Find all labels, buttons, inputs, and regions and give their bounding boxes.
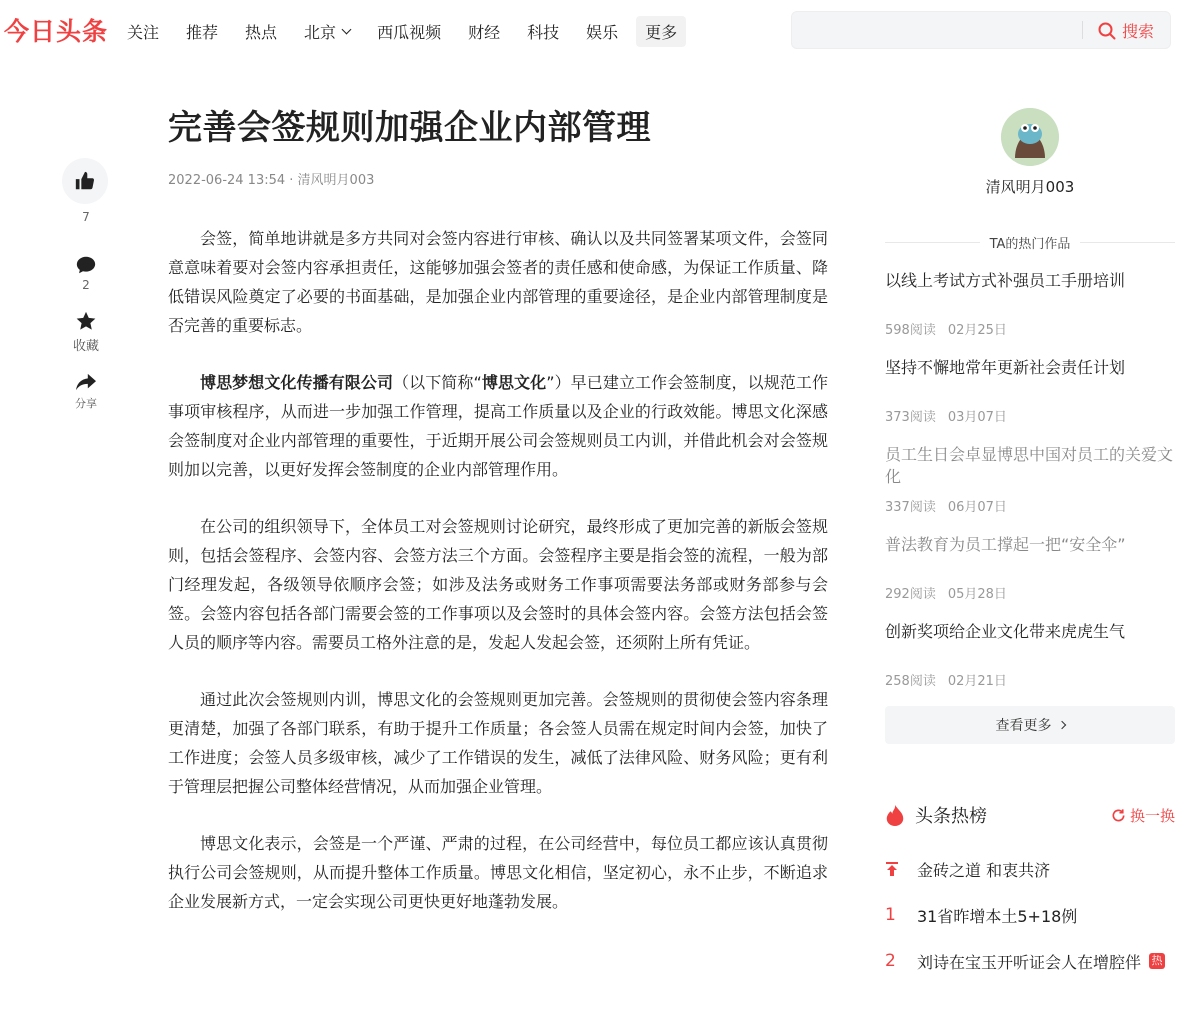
nav-finance[interactable]: 财经 [468,23,501,42]
read-count: 373阅读 [885,410,936,425]
hot-work-stats [885,670,1175,689]
search-input[interactable] [802,19,1076,43]
hot-badge: 热 [1149,953,1165,969]
sidebar [885,108,1175,984]
list-item[interactable] [885,892,1175,938]
nav-city-label: 北京 [304,23,337,42]
list-item[interactable] [885,357,1175,425]
top-bar [0,0,1200,62]
read-count: 258阅读 [885,674,936,689]
hot-work-title: 以线上考试方式补强员工手册培训 [885,271,1126,290]
nav-xigua-video[interactable]: 西瓜视频 [377,23,442,42]
site-logo[interactable]: 今日头条 [4,17,109,46]
divider [1080,242,1175,243]
hot-work-title: 创新奖项给企业文化带来虎虎生气 [885,622,1126,641]
share-arrow-icon [75,372,97,392]
thumbs-up-icon [74,170,96,192]
article-paragraph [168,368,828,484]
hot-work-stats [885,583,1175,602]
see-more-button[interactable] [885,706,1175,744]
paragraph-text: ”）早已建立工作会签制度，以规范工作事项审核程序，从而进一步加强工作管理，提高工作质量以及企业的行政效能。博思文化深感会签制度对企业内部管理的重要性，于近期开展公司会签规则员工内训，并借此机会对会签规则加以完善，以更好发挥会签制度的企业内部管理作用。 [168,373,828,479]
hot-work-stats [885,406,1175,425]
share-button[interactable] [62,372,110,411]
refresh-icon [1111,808,1126,823]
chevron-right-icon [1057,721,1065,729]
trending-list [885,846,1175,984]
publish-date: 02月25日 [947,323,1007,338]
hot-works-list [885,270,1175,689]
main-nav [118,16,695,47]
hot-work-title: 员工生日会卓显博思中国对员工的关爱文化 [885,445,1174,486]
article-meta: 2022-06-24 13:54 · 清风明月003 [168,173,375,188]
hot-works-heading-label: TA的热门作品 [989,237,1071,252]
comment-count: 2 [82,278,90,292]
article-action-rail [62,158,110,411]
comment-button[interactable] [62,254,110,276]
search-button-label: 搜索 [1122,22,1155,41]
hot-work-stats [885,496,1175,515]
trending-rank: 1 [885,905,896,925]
list-item[interactable] [885,270,1175,338]
chevron-down-icon [342,25,352,35]
like-count: 7 [82,210,90,224]
publish-date: 03月07日 [947,410,1007,425]
company-short-name: 博思文化 [481,373,547,392]
read-count: 292阅读 [885,587,936,602]
list-item[interactable] [885,444,1175,515]
hot-work-title: 普法教育为员工撑起一把“安全伞” [885,535,1126,554]
article-paragraph: 在公司的组织领导下，全体员工对会签规则讨论研究，最终形成了更加完善的新版会签规则，包括会签程序、会签内容、会签方法三个方面。会签程序主要是指会签的流程，一般为部门经理发起，各级领导依顺序会签；如涉及法务或财务工作事项需要法务部或财务部参与会签。会签内容包括各部门需要会签的工作事项以及会签时的具体会签内容。会签方法包括会签人员的顺序等内容。需要员工格外注意的是，发起人发起会签，还须附上所有凭证。 [168,517,828,652]
flame-icon [885,804,905,826]
search-box [791,11,1171,49]
refresh-button[interactable] [1111,805,1175,826]
article-paragraph: 会签，简单地讲就是多方共同对会签内容进行审核、确认以及共同签署某项文件，会签同意意味着要对会签内容承担责任，这能够加强会签者的责任感和使命感，为保证工作质量、降低错误风险奠定了必要的书面基础，是加强企业内部管理的重要途径，是企业内部管理制度是否完善的重要标志。 [168,229,828,335]
article-title: 完善会签规则加强企业内部管理 [168,108,651,148]
trending-text: 金砖之道 和衷共济 [917,860,1051,880]
see-more-label: 查看更多 [995,718,1052,734]
hot-work-stats [885,319,1175,338]
divider [885,242,980,243]
avatar[interactable] [1001,108,1059,166]
search-divider [1082,21,1083,39]
comment-bubble-icon [75,254,97,276]
author-avatar-icon [1001,108,1059,166]
hot-work-title: 坚持不懈地常年更新社会责任计划 [885,358,1126,377]
publish-date: 02月21日 [947,674,1007,689]
like-button[interactable] [62,158,108,204]
nav-follow[interactable]: 关注 [127,23,160,42]
trending-text: 刘诗在宝玉开听证会人在增腔伴 [917,952,1142,972]
share-label: 分享 [75,397,97,410]
read-count: 337阅读 [885,500,936,515]
article-paragraph: 通过此次会签规则内训，博思文化的会签规则更加完善。会签规则的贯彻使会签内容条理更清楚，加强了各部门联系，有助于提升工作质量；各会签人员需在规定时间内会签，加快了工作进度；会签人员多级审核，减少了工作错误的发生，减低了法律风险、财务风险；更有利于管理层把握公司整体经营情况，从而加强企业管理。 [168,690,828,796]
article-paragraph: 博思文化表示，会签是一个严谨、严肃的过程，在公司经营中，每位员工都应该认真贯彻执行公司会签规则，从而提升整体工作质量。博思文化相信，坚定初心，永不止步，不断追求企业发展新方式，一定会实现公司更快更好地蓬勃发展。 [168,834,828,911]
list-item[interactable] [885,846,1175,892]
author-name[interactable]: 清风明月003 [985,178,1075,196]
publish-date: 05月28日 [947,587,1007,602]
read-count: 598阅读 [885,323,936,338]
nav-tech[interactable]: 科技 [527,23,560,42]
article [168,102,828,944]
company-name: 博思梦想文化传播有限公司 [200,373,394,392]
nav-hot[interactable]: 热点 [245,23,278,42]
nav-city-dropdown[interactable] [295,16,359,47]
nav-entertainment[interactable]: 娱乐 [586,23,619,42]
nav-recommend[interactable]: 推荐 [186,23,219,42]
hot-works-heading [885,233,1175,252]
list-item[interactable] [885,938,1175,984]
pinned-icon [885,861,917,877]
favorite-button[interactable] [62,310,110,354]
list-item[interactable] [885,534,1175,602]
refresh-label: 换一换 [1129,806,1175,825]
paragraph-text: （以下简称“ [393,373,482,392]
trending-text: 31省昨增本土5+18例 [917,906,1078,926]
star-icon [75,310,97,332]
nav-more[interactable]: 更多 [636,16,686,47]
trending-title-label: 头条热榜 [915,806,987,827]
search-button[interactable] [1098,19,1154,42]
publish-date: 06月07日 [947,500,1007,515]
author-card [885,108,1175,197]
list-item[interactable] [885,621,1175,689]
trending-rank: 2 [885,951,896,971]
trending-header [885,802,1175,828]
search-icon [1098,22,1116,40]
article-body [168,224,828,916]
trending-title [885,802,987,828]
favorite-label: 收藏 [72,339,99,354]
